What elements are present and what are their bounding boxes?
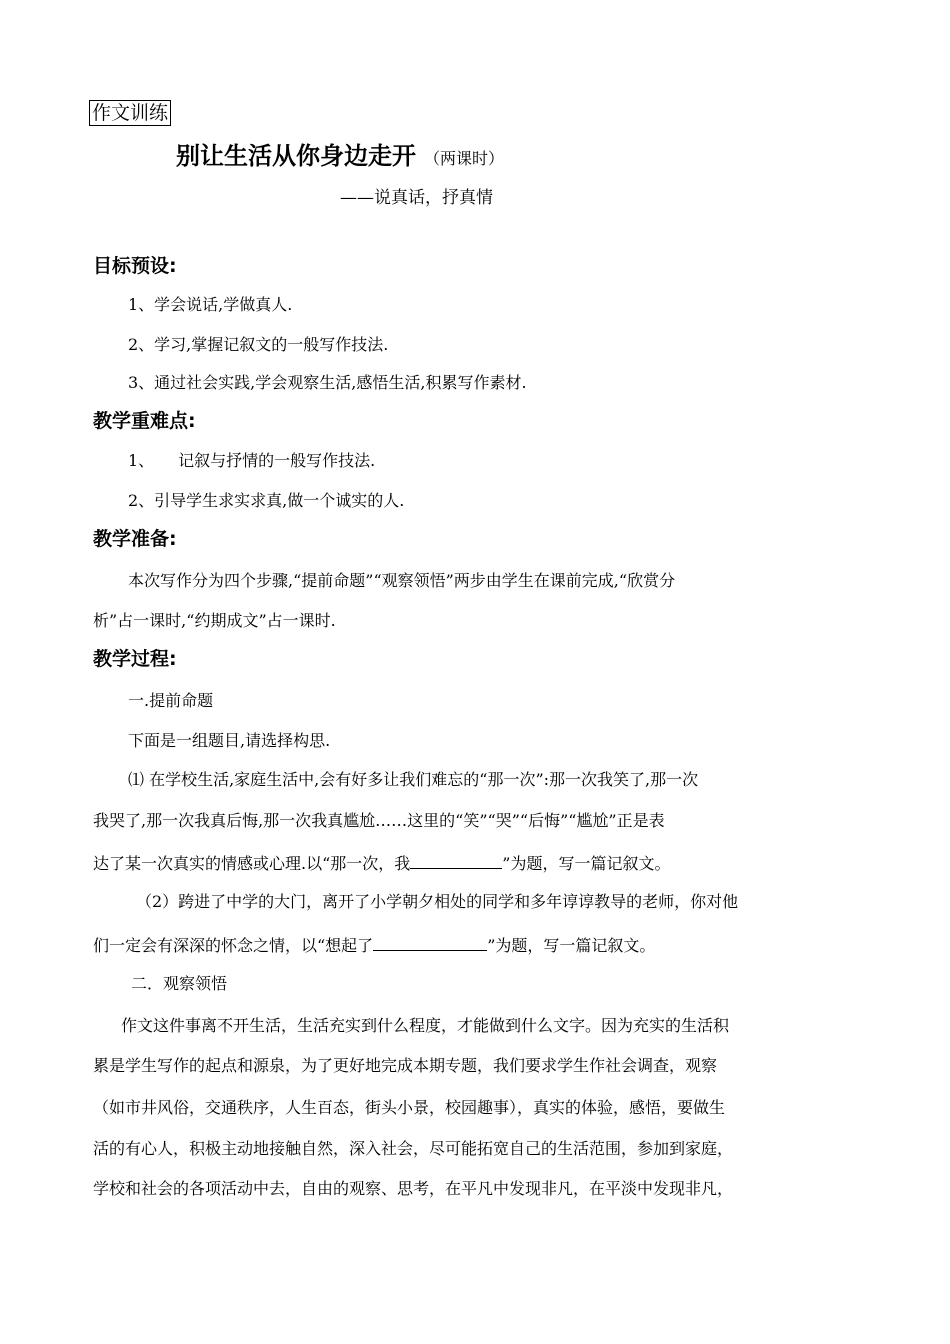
topic2-line: （2）跨进了中学的大门，离开了小学朝夕相处的同学和多年谆谆教导的老师，你对他 (136, 892, 739, 911)
topic1-line: 我哭了,那一次我真后悔,那一次我真尴尬……这里的“笑”“哭”“后悔”“尴尬”正是表 (93, 811, 665, 830)
topic2-blank (373, 932, 487, 951)
step2-line: 作文这件事离不开生活，生活充实到什么程度，才能做到什么文字。因为充实的生活积 (121, 1016, 730, 1035)
goal-item: 2、学习,掌握记叙文的一般写作技法. (128, 335, 389, 354)
preparation-heading: 教学准备: (93, 528, 177, 550)
step2-title: 二．观察领悟 (131, 974, 228, 993)
goal-item: 1、学会说话,学做真人. (128, 295, 293, 314)
goals-heading: 目标预设: (93, 255, 177, 277)
page-title (176, 140, 504, 175)
key-points-heading: 教学重难点: (93, 410, 196, 432)
page-subtitle: ——说真话，抒真情 (340, 188, 493, 208)
process-heading: 教学过程: (93, 648, 177, 670)
topic1-text-b: ”为题，写一篇记叙文。 (502, 854, 671, 873)
step2-line: 学校和社会的各项活动中去，自由的观察、思考，在平凡中发现非凡，在平淡中发现非凡， (93, 1179, 734, 1198)
topic1-blank (410, 850, 502, 869)
topic2-line-last (93, 932, 655, 959)
topic2-text-a: 们一定会有深深的怀念之情，以“想起了 (93, 936, 374, 955)
preparation-line: 本次写作分为四个步骤,“提前命题”“观察领悟”两步由学生在课前完成,“欣赏分 (128, 571, 676, 590)
step2-line: 活的有心人，积极主动地接触自然，深入社会，尽可能拓宽自己的生活范围，参加到家庭， (93, 1139, 734, 1158)
topic1-line: ⑴ 在学校生活,家庭生活中,会有好多让我们难忘的“那一次”:那一次我笑了,那一次 (128, 770, 699, 789)
step2-line: 累是学生写作的起点和源泉，为了更好地完成本期专题，我们要求学生作社会调查，观察 (93, 1056, 718, 1075)
step2-line: （如市井风俗，交通秩序，人生百态，街头小景，校园趣事），真实的体验，感悟，要做生 (93, 1098, 726, 1117)
step1-title: 一.提前命题 (128, 691, 214, 710)
topic2-text-b: ”为题，写一篇记叙文。 (487, 936, 656, 955)
goal-item: 3、通过社会实践,学会观察生活,感悟生活,积累写作素材. (128, 373, 527, 392)
topic1-line-last (93, 850, 670, 877)
key-point-item: 1、 记叙与抒情的一般写作技法. (128, 451, 376, 470)
preparation-line: 析”占一课时,“约期成文”占一课时. (93, 611, 336, 630)
title-text: 别让生活从你身边走开 (176, 142, 416, 170)
step1-intro: 下面是一组题目,请选择构思. (128, 731, 331, 750)
title-note: （两课时） (424, 149, 505, 168)
topic1-text-a: 达了某一次真实的情感或心理.以“那一次，我 (93, 854, 411, 873)
category-tag: 作文训练 (89, 100, 171, 126)
key-point-item: 2、引导学生求实求真,做一个诚实的人. (128, 491, 405, 510)
